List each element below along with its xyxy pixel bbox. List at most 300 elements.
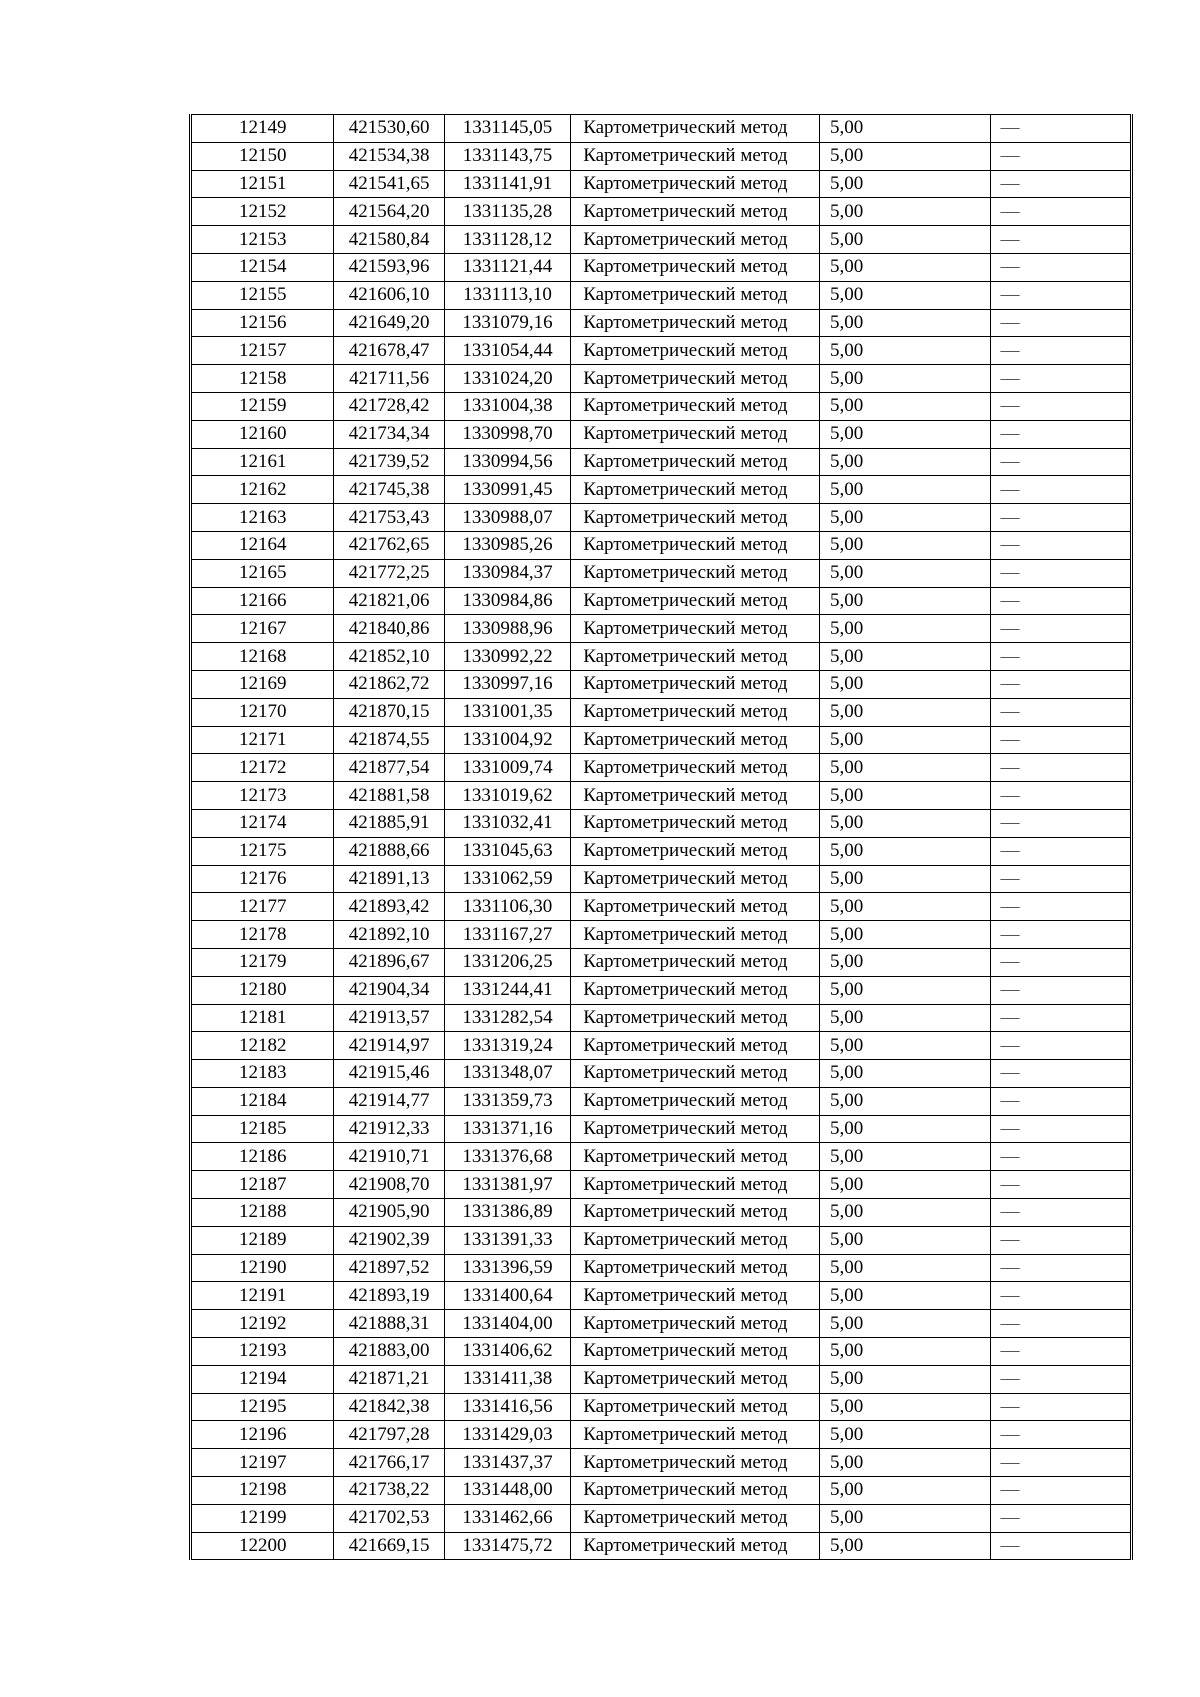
point-number-cell: 12150: [191, 142, 334, 170]
method-cell: Картометрический метод: [571, 142, 820, 170]
table-row: [191, 170, 1132, 198]
coordinates-table: [189, 114, 1133, 1560]
accuracy-cell: 5,00: [819, 392, 990, 420]
note-cell: —: [990, 281, 1132, 309]
method-cell: Картометрический метод: [571, 698, 820, 726]
x-coordinate-cell: 421891,13: [334, 865, 444, 893]
method-cell: Картометрический метод: [571, 448, 820, 476]
method-cell: Картометрический метод: [571, 865, 820, 893]
x-coordinate-cell: 421753,43: [334, 504, 444, 532]
table-row: [191, 1282, 1132, 1310]
accuracy-cell: 5,00: [819, 1477, 990, 1505]
accuracy-cell: 5,00: [819, 1087, 990, 1115]
y-coordinate-cell: 1331004,38: [444, 392, 570, 420]
point-number-cell: 12183: [191, 1060, 334, 1088]
x-coordinate-cell: 421649,20: [334, 309, 444, 337]
point-number-cell: 12168: [191, 643, 334, 671]
x-coordinate-cell: 421881,58: [334, 782, 444, 810]
point-number-cell: 12159: [191, 392, 334, 420]
method-cell: Картометрический метод: [571, 1504, 820, 1532]
note-cell: —: [990, 643, 1132, 671]
table-row: [191, 948, 1132, 976]
point-number-cell: 12158: [191, 365, 334, 393]
point-number-cell: 12151: [191, 170, 334, 198]
table-row: [191, 1310, 1132, 1338]
table-row: [191, 1254, 1132, 1282]
x-coordinate-cell: 421908,70: [334, 1171, 444, 1199]
point-number-cell: 12175: [191, 837, 334, 865]
accuracy-cell: 5,00: [819, 615, 990, 643]
note-cell: —: [990, 1254, 1132, 1282]
table-row: [191, 281, 1132, 309]
note-cell: —: [990, 1504, 1132, 1532]
point-number-cell: 12174: [191, 809, 334, 837]
note-cell: —: [990, 531, 1132, 559]
table-row: [191, 670, 1132, 698]
note-cell: —: [990, 587, 1132, 615]
y-coordinate-cell: 1330992,22: [444, 643, 570, 671]
accuracy-cell: 5,00: [819, 115, 990, 143]
x-coordinate-cell: 421871,21: [334, 1365, 444, 1393]
table-row: [191, 809, 1132, 837]
y-coordinate-cell: 1331019,62: [444, 782, 570, 810]
note-cell: —: [990, 698, 1132, 726]
table-row: [191, 698, 1132, 726]
method-cell: Картометрический метод: [571, 559, 820, 587]
method-cell: Картометрический метод: [571, 1532, 820, 1560]
method-cell: Картометрический метод: [571, 754, 820, 782]
note-cell: —: [990, 337, 1132, 365]
accuracy-cell: 5,00: [819, 921, 990, 949]
x-coordinate-cell: 421905,90: [334, 1199, 444, 1227]
point-number-cell: 12161: [191, 448, 334, 476]
accuracy-cell: 5,00: [819, 893, 990, 921]
x-coordinate-cell: 421862,72: [334, 670, 444, 698]
method-cell: Картометрический метод: [571, 1365, 820, 1393]
table-row: [191, 476, 1132, 504]
note-cell: —: [990, 865, 1132, 893]
y-coordinate-cell: 1330988,96: [444, 615, 570, 643]
method-cell: Картометрический метод: [571, 1004, 820, 1032]
point-number-cell: 12187: [191, 1171, 334, 1199]
note-cell: —: [990, 504, 1132, 532]
x-coordinate-cell: 421821,06: [334, 587, 444, 615]
y-coordinate-cell: 1331032,41: [444, 809, 570, 837]
table-row: [191, 142, 1132, 170]
y-coordinate-cell: 1331391,33: [444, 1226, 570, 1254]
method-cell: Картометрический метод: [571, 1226, 820, 1254]
table-row: [191, 1365, 1132, 1393]
table-row: [191, 226, 1132, 254]
x-coordinate-cell: 421772,25: [334, 559, 444, 587]
point-number-cell: 12149: [191, 115, 334, 143]
y-coordinate-cell: 1330985,26: [444, 531, 570, 559]
note-cell: —: [990, 670, 1132, 698]
table-row: [191, 726, 1132, 754]
accuracy-cell: 5,00: [819, 1226, 990, 1254]
x-coordinate-cell: 421914,77: [334, 1087, 444, 1115]
table-row: [191, 309, 1132, 337]
x-coordinate-cell: 421842,38: [334, 1393, 444, 1421]
table-row: [191, 392, 1132, 420]
point-number-cell: 12167: [191, 615, 334, 643]
accuracy-cell: 5,00: [819, 782, 990, 810]
accuracy-cell: 5,00: [819, 281, 990, 309]
y-coordinate-cell: 1330984,37: [444, 559, 570, 587]
table-row: [191, 1032, 1132, 1060]
accuracy-cell: 5,00: [819, 976, 990, 1004]
accuracy-cell: 5,00: [819, 1143, 990, 1171]
x-coordinate-cell: 421593,96: [334, 253, 444, 281]
accuracy-cell: 5,00: [819, 1421, 990, 1449]
y-coordinate-cell: 1331135,28: [444, 198, 570, 226]
y-coordinate-cell: 1331406,62: [444, 1338, 570, 1366]
table-row: [191, 365, 1132, 393]
x-coordinate-cell: 421892,10: [334, 921, 444, 949]
note-cell: —: [990, 1226, 1132, 1254]
table-row: [191, 1338, 1132, 1366]
x-coordinate-cell: 421888,66: [334, 837, 444, 865]
note-cell: —: [990, 976, 1132, 1004]
note-cell: —: [990, 392, 1132, 420]
table-row: [191, 337, 1132, 365]
note-cell: —: [990, 837, 1132, 865]
note-cell: —: [990, 365, 1132, 393]
table-row: [191, 782, 1132, 810]
table-row: [191, 1060, 1132, 1088]
accuracy-cell: 5,00: [819, 309, 990, 337]
method-cell: Картометрический метод: [571, 1171, 820, 1199]
accuracy-cell: 5,00: [819, 198, 990, 226]
point-number-cell: 12166: [191, 587, 334, 615]
y-coordinate-cell: 1331448,00: [444, 1477, 570, 1505]
accuracy-cell: 5,00: [819, 170, 990, 198]
accuracy-cell: 5,00: [819, 337, 990, 365]
accuracy-cell: 5,00: [819, 587, 990, 615]
method-cell: Картометрический метод: [571, 1060, 820, 1088]
accuracy-cell: 5,00: [819, 253, 990, 281]
x-coordinate-cell: 421870,15: [334, 698, 444, 726]
note-cell: —: [990, 1532, 1132, 1560]
method-cell: Картометрический метод: [571, 670, 820, 698]
table-row: [191, 1532, 1132, 1560]
x-coordinate-cell: 421883,00: [334, 1338, 444, 1366]
note-cell: —: [990, 1338, 1132, 1366]
x-coordinate-cell: 421913,57: [334, 1004, 444, 1032]
accuracy-cell: 5,00: [819, 726, 990, 754]
y-coordinate-cell: 1331004,92: [444, 726, 570, 754]
y-coordinate-cell: 1331381,97: [444, 1171, 570, 1199]
note-cell: —: [990, 1199, 1132, 1227]
point-number-cell: 12176: [191, 865, 334, 893]
table-row: [191, 504, 1132, 532]
method-cell: Картометрический метод: [571, 337, 820, 365]
x-coordinate-cell: 421678,47: [334, 337, 444, 365]
method-cell: Картометрический метод: [571, 921, 820, 949]
note-cell: —: [990, 309, 1132, 337]
point-number-cell: 12156: [191, 309, 334, 337]
point-number-cell: 12184: [191, 1087, 334, 1115]
point-number-cell: 12177: [191, 893, 334, 921]
point-number-cell: 12155: [191, 281, 334, 309]
table-row: [191, 754, 1132, 782]
method-cell: Картометрический метод: [571, 365, 820, 393]
y-coordinate-cell: 1331244,41: [444, 976, 570, 1004]
table-row: [191, 1449, 1132, 1477]
accuracy-cell: 5,00: [819, 1254, 990, 1282]
table-row: [191, 587, 1132, 615]
method-cell: Картометрический метод: [571, 1115, 820, 1143]
y-coordinate-cell: 1331167,27: [444, 921, 570, 949]
accuracy-cell: 5,00: [819, 837, 990, 865]
table-row: [191, 643, 1132, 671]
accuracy-cell: 5,00: [819, 1338, 990, 1366]
accuracy-cell: 5,00: [819, 1310, 990, 1338]
method-cell: Картометрический метод: [571, 170, 820, 198]
table-row: [191, 837, 1132, 865]
method-cell: Картометрический метод: [571, 948, 820, 976]
accuracy-cell: 5,00: [819, 420, 990, 448]
accuracy-cell: 5,00: [819, 948, 990, 976]
note-cell: —: [990, 476, 1132, 504]
point-number-cell: 12196: [191, 1421, 334, 1449]
accuracy-cell: 5,00: [819, 531, 990, 559]
table-row: [191, 976, 1132, 1004]
method-cell: Картометрический метод: [571, 1032, 820, 1060]
x-coordinate-cell: 421564,20: [334, 198, 444, 226]
y-coordinate-cell: 1331001,35: [444, 698, 570, 726]
x-coordinate-cell: 421711,56: [334, 365, 444, 393]
method-cell: Картометрический метод: [571, 1310, 820, 1338]
point-number-cell: 12198: [191, 1477, 334, 1505]
y-coordinate-cell: 1331437,37: [444, 1449, 570, 1477]
accuracy-cell: 5,00: [819, 643, 990, 671]
table-row: [191, 1199, 1132, 1227]
x-coordinate-cell: 421797,28: [334, 1421, 444, 1449]
method-cell: Картометрический метод: [571, 809, 820, 837]
point-number-cell: 12195: [191, 1393, 334, 1421]
y-coordinate-cell: 1331143,75: [444, 142, 570, 170]
note-cell: —: [990, 1393, 1132, 1421]
y-coordinate-cell: 1331054,44: [444, 337, 570, 365]
point-number-cell: 12197: [191, 1449, 334, 1477]
method-cell: Картометрический метод: [571, 1087, 820, 1115]
y-coordinate-cell: 1330991,45: [444, 476, 570, 504]
x-coordinate-cell: 421734,34: [334, 420, 444, 448]
x-coordinate-cell: 421877,54: [334, 754, 444, 782]
point-number-cell: 12180: [191, 976, 334, 1004]
method-cell: Картометрический метод: [571, 1393, 820, 1421]
method-cell: Картометрический метод: [571, 1282, 820, 1310]
method-cell: Картометрический метод: [571, 531, 820, 559]
note-cell: —: [990, 948, 1132, 976]
accuracy-cell: 5,00: [819, 754, 990, 782]
x-coordinate-cell: 421915,46: [334, 1060, 444, 1088]
y-coordinate-cell: 1331079,16: [444, 309, 570, 337]
y-coordinate-cell: 1331371,16: [444, 1115, 570, 1143]
method-cell: Картометрический метод: [571, 1143, 820, 1171]
table-row: [191, 559, 1132, 587]
accuracy-cell: 5,00: [819, 226, 990, 254]
table-row: [191, 531, 1132, 559]
y-coordinate-cell: 1331396,59: [444, 1254, 570, 1282]
y-coordinate-cell: 1331282,54: [444, 1004, 570, 1032]
table-body: [191, 115, 1132, 1560]
point-number-cell: 12188: [191, 1199, 334, 1227]
note-cell: —: [990, 1477, 1132, 1505]
method-cell: Картометрический метод: [571, 1199, 820, 1227]
method-cell: Картометрический метод: [571, 1338, 820, 1366]
note-cell: —: [990, 1282, 1132, 1310]
accuracy-cell: 5,00: [819, 865, 990, 893]
method-cell: Картометрический метод: [571, 198, 820, 226]
point-number-cell: 12191: [191, 1282, 334, 1310]
note-cell: —: [990, 893, 1132, 921]
note-cell: —: [990, 253, 1132, 281]
accuracy-cell: 5,00: [819, 1004, 990, 1032]
point-number-cell: 12154: [191, 253, 334, 281]
accuracy-cell: 5,00: [819, 448, 990, 476]
method-cell: Картометрический метод: [571, 253, 820, 281]
note-cell: —: [990, 1421, 1132, 1449]
method-cell: Картометрический метод: [571, 837, 820, 865]
x-coordinate-cell: 421874,55: [334, 726, 444, 754]
note-cell: —: [990, 1171, 1132, 1199]
table-row: [191, 1226, 1132, 1254]
point-number-cell: 12185: [191, 1115, 334, 1143]
x-coordinate-cell: 421896,67: [334, 948, 444, 976]
accuracy-cell: 5,00: [819, 1532, 990, 1560]
point-number-cell: 12172: [191, 754, 334, 782]
note-cell: —: [990, 198, 1132, 226]
y-coordinate-cell: 1331113,10: [444, 281, 570, 309]
point-number-cell: 12178: [191, 921, 334, 949]
table-row: [191, 1115, 1132, 1143]
method-cell: Картометрический метод: [571, 643, 820, 671]
note-cell: —: [990, 1310, 1132, 1338]
accuracy-cell: 5,00: [819, 1199, 990, 1227]
method-cell: Картометрический метод: [571, 1421, 820, 1449]
method-cell: Картометрический метод: [571, 893, 820, 921]
point-number-cell: 12169: [191, 670, 334, 698]
x-coordinate-cell: 421893,42: [334, 893, 444, 921]
note-cell: —: [990, 921, 1132, 949]
point-number-cell: 12181: [191, 1004, 334, 1032]
method-cell: Картометрический метод: [571, 392, 820, 420]
method-cell: Картометрический метод: [571, 726, 820, 754]
table-row: [191, 198, 1132, 226]
note-cell: —: [990, 1115, 1132, 1143]
x-coordinate-cell: 421745,38: [334, 476, 444, 504]
x-coordinate-cell: 421914,97: [334, 1032, 444, 1060]
y-coordinate-cell: 1331106,30: [444, 893, 570, 921]
method-cell: Картометрический метод: [571, 476, 820, 504]
x-coordinate-cell: 421541,65: [334, 170, 444, 198]
accuracy-cell: 5,00: [819, 476, 990, 504]
accuracy-cell: 5,00: [819, 365, 990, 393]
method-cell: Картометрический метод: [571, 504, 820, 532]
y-coordinate-cell: 1330994,56: [444, 448, 570, 476]
y-coordinate-cell: 1331145,05: [444, 115, 570, 143]
point-number-cell: 12189: [191, 1226, 334, 1254]
accuracy-cell: 5,00: [819, 1449, 990, 1477]
point-number-cell: 12182: [191, 1032, 334, 1060]
table-row: [191, 1504, 1132, 1532]
y-coordinate-cell: 1331376,68: [444, 1143, 570, 1171]
note-cell: —: [990, 615, 1132, 643]
point-number-cell: 12194: [191, 1365, 334, 1393]
table-row: [191, 893, 1132, 921]
x-coordinate-cell: 421580,84: [334, 226, 444, 254]
accuracy-cell: 5,00: [819, 1504, 990, 1532]
accuracy-cell: 5,00: [819, 809, 990, 837]
point-number-cell: 12157: [191, 337, 334, 365]
note-cell: —: [990, 1449, 1132, 1477]
y-coordinate-cell: 1330997,16: [444, 670, 570, 698]
point-number-cell: 12165: [191, 559, 334, 587]
method-cell: Картометрический метод: [571, 309, 820, 337]
point-number-cell: 12152: [191, 198, 334, 226]
table-row: [191, 420, 1132, 448]
method-cell: Картометрический метод: [571, 281, 820, 309]
x-coordinate-cell: 421840,86: [334, 615, 444, 643]
note-cell: —: [990, 1365, 1132, 1393]
x-coordinate-cell: 421893,19: [334, 1282, 444, 1310]
note-cell: —: [990, 726, 1132, 754]
point-number-cell: 12171: [191, 726, 334, 754]
note-cell: —: [990, 559, 1132, 587]
table-row: [191, 115, 1132, 143]
method-cell: Картометрический метод: [571, 782, 820, 810]
point-number-cell: 12190: [191, 1254, 334, 1282]
note-cell: —: [990, 1032, 1132, 1060]
accuracy-cell: 5,00: [819, 1115, 990, 1143]
accuracy-cell: 5,00: [819, 1032, 990, 1060]
point-number-cell: 12199: [191, 1504, 334, 1532]
x-coordinate-cell: 421766,17: [334, 1449, 444, 1477]
accuracy-cell: 5,00: [819, 1171, 990, 1199]
y-coordinate-cell: 1331359,73: [444, 1087, 570, 1115]
table-row: [191, 1393, 1132, 1421]
y-coordinate-cell: 1331009,74: [444, 754, 570, 782]
note-cell: —: [990, 1060, 1132, 1088]
y-coordinate-cell: 1330998,70: [444, 420, 570, 448]
accuracy-cell: 5,00: [819, 1060, 990, 1088]
y-coordinate-cell: 1331045,63: [444, 837, 570, 865]
point-number-cell: 12192: [191, 1310, 334, 1338]
y-coordinate-cell: 1331386,89: [444, 1199, 570, 1227]
point-number-cell: 12186: [191, 1143, 334, 1171]
y-coordinate-cell: 1330984,86: [444, 587, 570, 615]
note-cell: —: [990, 1143, 1132, 1171]
accuracy-cell: 5,00: [819, 698, 990, 726]
note-cell: —: [990, 420, 1132, 448]
x-coordinate-cell: 421534,38: [334, 142, 444, 170]
table-row: [191, 865, 1132, 893]
note-cell: —: [990, 1004, 1132, 1032]
method-cell: Картометрический метод: [571, 587, 820, 615]
accuracy-cell: 5,00: [819, 142, 990, 170]
x-coordinate-cell: 421606,10: [334, 281, 444, 309]
x-coordinate-cell: 421702,53: [334, 1504, 444, 1532]
table-row: [191, 1143, 1132, 1171]
method-cell: Картометрический метод: [571, 1449, 820, 1477]
method-cell: Картометрический метод: [571, 115, 820, 143]
method-cell: Картометрический метод: [571, 615, 820, 643]
note-cell: —: [990, 448, 1132, 476]
accuracy-cell: 5,00: [819, 1282, 990, 1310]
y-coordinate-cell: 1331411,38: [444, 1365, 570, 1393]
